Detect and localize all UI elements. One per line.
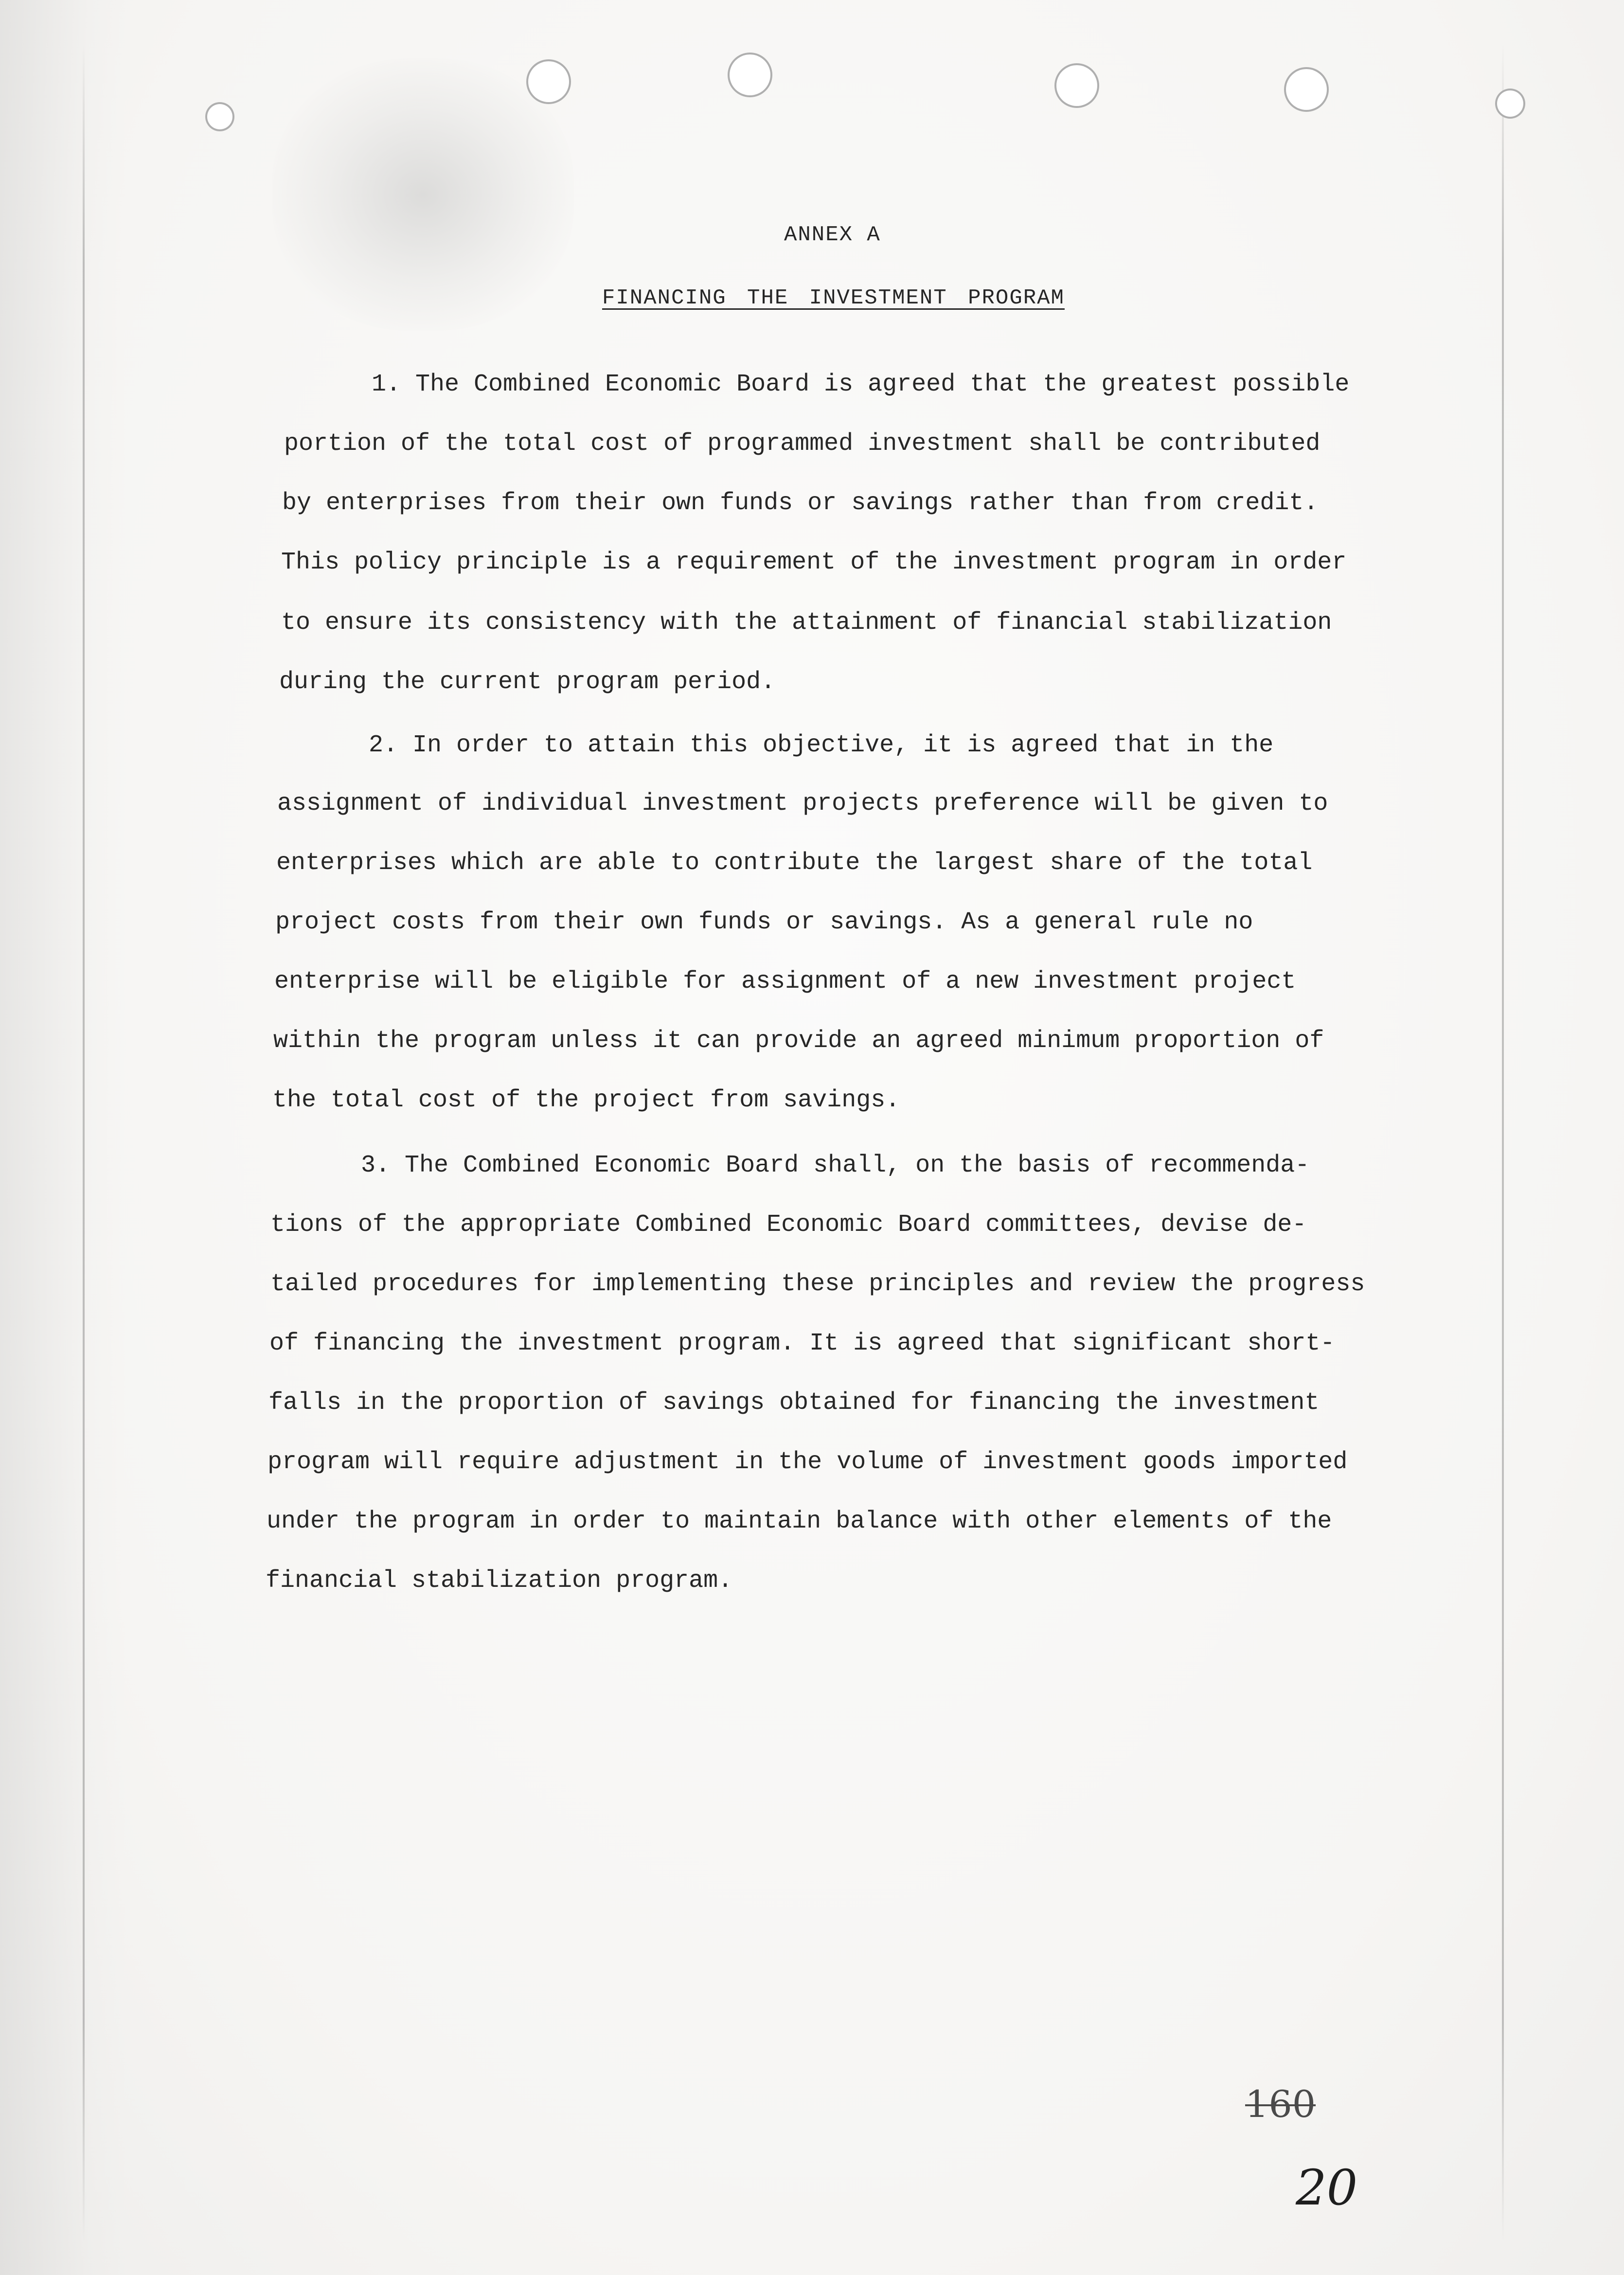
- paragraph-2-line-4: project costs from their own funds or savings. As a general rule no: [275, 908, 1253, 936]
- page-edge-right: [1502, 44, 1504, 2242]
- paragraph-3-line-8: financial stabilization program.: [266, 1567, 733, 1595]
- paragraph-2-line-3: enterprises which are able to contribute the largest share of the total: [276, 849, 1313, 877]
- punch-hole: [526, 59, 571, 104]
- paragraph-3-line-3: tailed procedures for implementing these principles and review the progress: [270, 1270, 1365, 1298]
- paragraph-2-line-1: 2. In order to attain this objective, it is agreed that in the: [369, 731, 1274, 759]
- paragraph-1-line-2: portion of the total cost of programmed investment shall be contributed: [284, 430, 1321, 458]
- annex-label: ANNEX A: [784, 223, 881, 247]
- paragraph-1-line-6: during the current program period.: [279, 668, 776, 696]
- paragraph-2-line-2: assignment of individual investment projects preference will be given to: [277, 790, 1328, 818]
- paragraph-1-line-3: by enterprises from their own funds or savings rather than from credit.: [282, 489, 1319, 517]
- punch-hole: [205, 102, 234, 131]
- scan-smudge: [272, 58, 574, 331]
- struck-page-number: 160: [1245, 2082, 1316, 2126]
- paragraph-3-line-6: program will require adjustment in the volume of investment goods imported: [268, 1448, 1348, 1476]
- paragraph-3-line-2: tions of the appropriate Combined Economic Board committees, devise de-: [270, 1211, 1307, 1239]
- paragraph-1-line-1: 1. The Combined Economic Board is agreed that the greatest possible: [372, 371, 1350, 398]
- paragraph-3-line-4: of financing the investment program. It is agreed that significant short-: [269, 1330, 1335, 1357]
- punch-hole: [728, 53, 772, 97]
- paragraph-1-line-4: This policy principle is a requirement of the investment program in order: [281, 549, 1347, 576]
- page-number: 20: [1296, 2159, 1358, 2216]
- paragraph-2-line-5: enterprise will be eligible for assignment of a new investment project: [274, 968, 1296, 995]
- paragraph-1-line-5: to ensure its consistency with the attainment of financial stabilization: [281, 609, 1332, 637]
- punch-hole: [1495, 89, 1525, 119]
- paragraph-2-line-7: the total cost of the project from savings.: [272, 1086, 900, 1114]
- paragraph-3-line-5: falls in the proportion of savings obtained for financing the investment: [268, 1389, 1320, 1417]
- punch-hole: [1284, 67, 1329, 112]
- punch-hole: [1054, 63, 1099, 108]
- paragraph-3-line-1: 3. The Combined Economic Board shall, on the basis of recommenda-: [361, 1152, 1310, 1179]
- paragraph-2-line-6: within the program unless it can provide an agreed minimum proportion of: [273, 1027, 1324, 1055]
- paragraph-3-line-7: under the program in order to maintain balance with other elements of the: [267, 1508, 1332, 1535]
- page-edge-left: [83, 44, 85, 2242]
- scan-shadow: [0, 0, 126, 2275]
- document-title: FINANCING THE INVESTMENT PROGRAM: [602, 286, 1065, 310]
